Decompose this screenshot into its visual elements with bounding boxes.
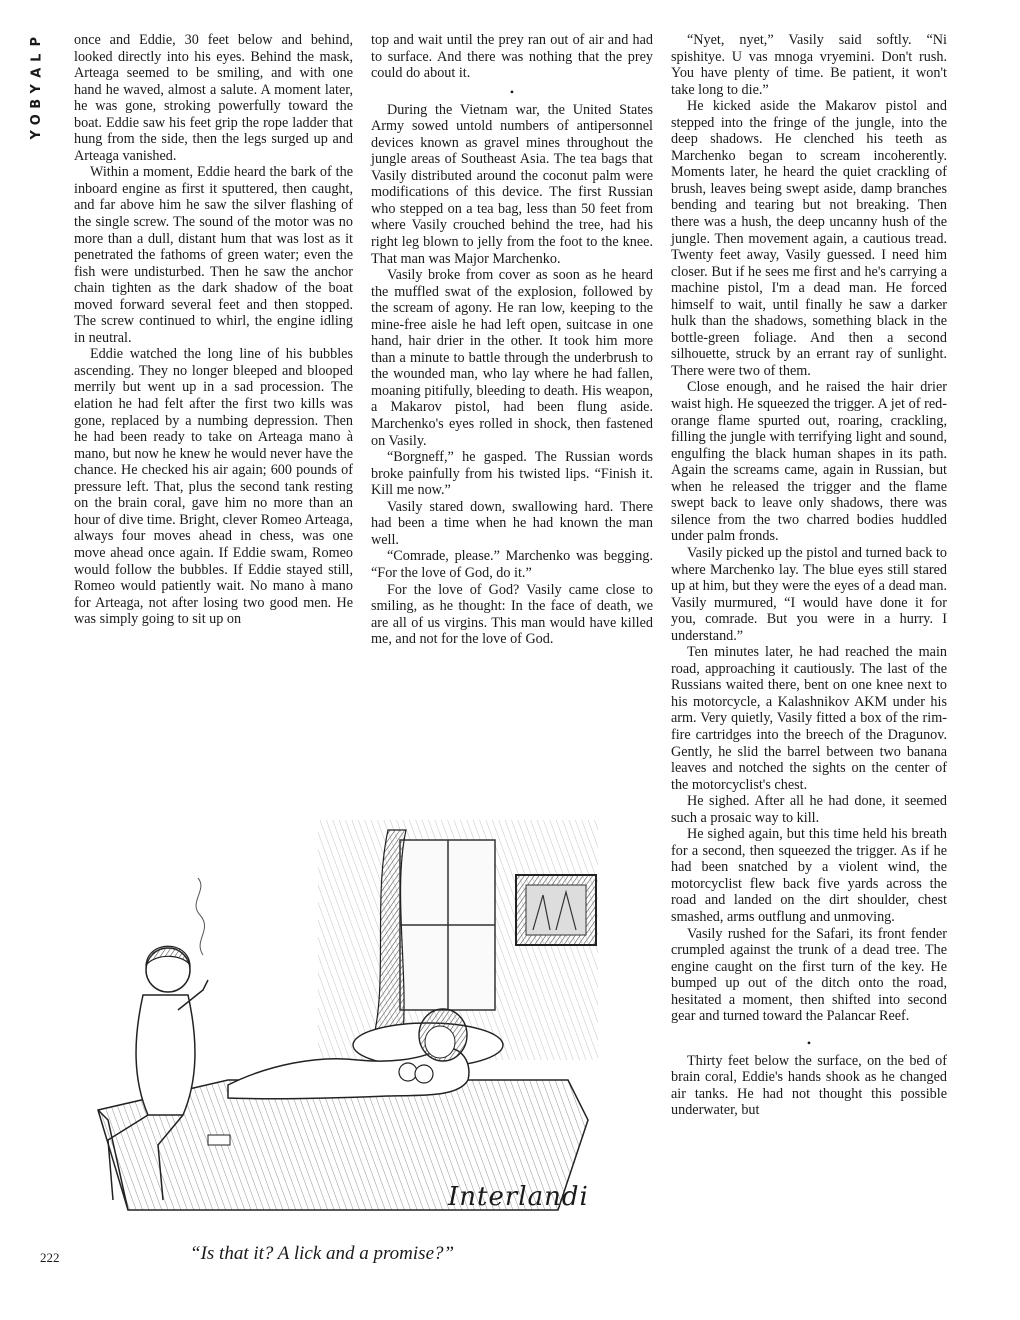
paragraph: once and Eddie, 30 feet below and behind, looked directly into his eyes. Behind the mask, Arteaga seemed to be smiling, and with one hand he waved, almost a salute. A moment later, he was gone, stroking powerfully toward the boat. Eddie saw his feet grip the rope ladder that hung from the side, then the legs surged up and Arteaga vanished. — [74, 32, 353, 164]
cartoon-caption: “Is that it? A lick and a promise?” — [190, 1243, 455, 1264]
masthead-letter: Y — [29, 83, 45, 93]
text-column-3 — [671, 32, 947, 1119]
masthead-letter: O — [29, 113, 45, 125]
masthead-letter: Y — [29, 130, 45, 140]
masthead-letter: B — [29, 98, 45, 109]
artist-signature: Interlandi — [448, 1182, 589, 1212]
text-column-1 — [74, 32, 353, 628]
paragraph: During the Vietnam war, the United States Army sowed untold numbers of antipersonnel devices known as gravel mines throughout the jungle areas of Southeast Asia. The tea bags that Vasily distributed around the coconut palm were modifications of this device. The first Russian who stepped on a tea bag, less than 50 feet from where Vasily crouched behind the tree, had his right leg blown to jelly from the foot to the knee. That man was Major Marchenko. — [371, 101, 653, 267]
paragraph: Vasily rushed for the Safari, its front fender crumpled against the trunk of a dead tree. The engine caught on the first turn of the key. He bumped up out of the ditch onto the road, hesitated a moment, then shifted into second gear and turned toward the Palancar Reef. — [671, 925, 947, 1025]
section-separator: • — [509, 84, 515, 99]
cartoon-illustration — [88, 780, 608, 1240]
paragraph: “Nyet, nyet,” Vasily said softly. “Ni spishitye. U vas mnoga vryemini. Don't rush. You have plenty of time. Be patient, it won't take long to die.” — [671, 32, 947, 98]
paragraph: Eddie watched the long line of his bubbles ascending. They no longer bleeped and blooped merrily but went up in a sad procession. The elation he had felt after the first two kills was gone, replaced by a numbing depression. Then he had been ready to take on Arteaga mano à mano, but now he knew he would never have the chance. He checked his air again; 600 pounds of pressure left. That, plus the second tank resting on the brain coral, gave him no more than an hour of dive time. Bright, clever Romeo Arteaga, always four moves ahead in chess, was one move ahead once again. If Eddie swam, Romeo would follow the bubbles. If Eddie stayed still, Romeo would patiently wait. No mano à mano for Arteaga, not after losing two good men. He was simply going to sit up on — [74, 346, 353, 628]
paragraph: He sighed. After all he had done, it seemed such a prosaic way to kill. — [671, 793, 947, 826]
paragraph: top and wait until the prey ran out of air and had to surface. And there was nothing that the prey could do about it. — [371, 32, 653, 82]
masthead-letter: A — [29, 67, 45, 78]
masthead-letter: L — [29, 53, 45, 62]
page-number: 222 — [40, 1250, 60, 1265]
paragraph: “Comrade, please.” Marchenko was begging. “For the love of God, do it.” — [371, 548, 653, 581]
paragraph: Close enough, and he raised the hair drier waist high. He squeezed the trigger. A jet of red-orange flame spurted out, roaring, crackling, filling the jungle with terrifying light and sound, engulfing the black human shapes in its path. Again the screams came, again in Russian, but when he released the trigger and the flame swept back to leave only shadows, there was silence from the two charred bodies huddled under palm fronds. — [671, 379, 947, 545]
paragraph: Vasily broke from cover as soon as he heard the muffled swat of the explosion, followed by the scream of agony. He ran low, keeping to the mine-free aisle he had left open, suitcase in one hand, hair drier in the other. It took him more than a minute to battle through the underbrush to the wounded man, who lay where he had fallen, moaning pitifully, bleeding to death. His weapon, a Makarov pistol, had been flung aside. Marchenko's eyes rolled in shock, then fastened on Vasily. — [371, 267, 653, 449]
magazine-masthead — [26, 34, 48, 143]
paragraph: Within a moment, Eddie heard the bark of the inboard engine as first it sputtered, then caught, and far above him he saw the silver flashing of the single screw. The sound of the motor was no more than a dull, distant hum that was lost as it penetrated the fathoms of green water; even the fish were undisturbed. Then he saw the anchor chain tighten as the dark shadow of the boat moved forward several feet and then stopped. The screw continued to whirl, the engine idling in neutral. — [74, 164, 353, 346]
paragraph: For the love of God? Vasily came close to smiling, as he thought: In the face of death, we are all of us virgins. This man would have killed me, and not for the love of God. — [371, 581, 653, 648]
text-column-2 — [371, 32, 653, 648]
paragraph: Ten minutes later, he had reached the main road, approaching it cautiously. The last of the Russians waited there, bent on one knee next to his motorcycle, a Kalashnikov AKM under his arm. Very quietly, Vasily fitted a box of the rim-fire cartridges into the breech of the Dragunov. Gently, he slid the barrel between two banana leaves and notched the sights on the center of the motorcyclist's chest. — [671, 644, 947, 793]
paragraph: He sighed again, but this time held his breath for a second, then squeezed the trigger. As if he had been snatched by a violent wind, the motorcyclist flew back five yards across the road and landed on the dirt shoulder, chest smashed, arms outflung and unmoving. — [671, 826, 947, 925]
paragraph: “Borgneff,” he gasped. The Russian words broke painfully from his twisted lips. “Finish it. Kill me now.” — [371, 449, 653, 499]
paragraph: He kicked aside the Makarov pistol and stepped into the fringe of the jungle, into the deep shadows. He clenched his teeth as Marchenko began to scream incoherently. Moments later, he heard the quiet crackling of brush, leaves being swept aside, damp branches bending and tearing but not breaking. Then there was a hush, the deep uncanny hush of the jungle. Then movement again, a cautious tread. Twenty feet away, Vasily guessed. I need him closer. But if he sees me first and he's carrying a machine pistol, I'm a dead man. He forced himself to wait, until finally he saw a darker hulk than the shadows, something black in the bottle-green foliage. And then a second silhouette, struck by an errant ray of sunlight. There were two of them. — [671, 98, 947, 379]
paragraph: Vasily picked up the pistol and turned back to where Marchenko lay. The blue eyes still stared up at him, but they were the eyes of a dead man. Vasily murmured, “I would have done it for you, comrade. But you were in a hurry. I understand.” — [671, 544, 947, 644]
paragraph: Thirty feet below the surface, on the bed of brain coral, Eddie's hands shook as he changed air tanks. He had not thought this possible underwater, but — [671, 1052, 947, 1119]
section-separator: • — [806, 1035, 812, 1050]
masthead-letter: P — [29, 36, 45, 47]
paragraph: Vasily stared down, swallowing hard. There had been a time when he had known the man well. — [371, 498, 653, 548]
